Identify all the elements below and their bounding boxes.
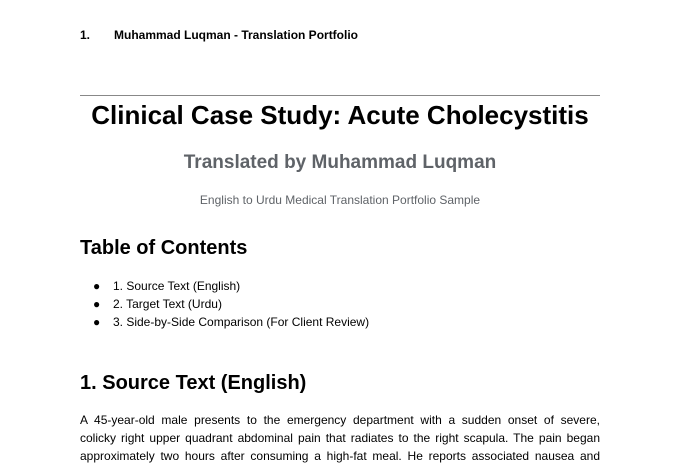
toc-item-label: 2. Target Text (Urdu) xyxy=(113,297,222,311)
toc-item-label: 3. Side-by-Side Comparison (For Client Review) xyxy=(113,315,370,329)
bullet-icon: ● xyxy=(93,297,101,311)
page-header xyxy=(80,28,358,42)
toc-item-label: 1. Source Text (English) xyxy=(113,279,241,293)
header-number: 1. xyxy=(80,28,91,42)
paragraph-line: colicky right upper quadrant abdominal pain that radiates to the right scapula. The pain began xyxy=(80,431,600,445)
paragraph-line: approximately two hours after consuming a high-fat meal. He reports associated nausea and xyxy=(80,449,600,463)
toc-heading: Table of Contents xyxy=(80,237,248,259)
document-tagline: English to Urdu Medical Translation Portfolio Sample xyxy=(199,193,481,207)
header-text: Muhammad Luqman - Translation Portfolio xyxy=(114,28,359,42)
document-title: Clinical Case Study: Acute Cholecystitis xyxy=(91,100,589,130)
bullet-icon: ● xyxy=(93,279,101,293)
paragraph-line: A 45-year-old male presents to the emergency department with a sudden onset of severe, xyxy=(80,413,600,427)
source-text-paragraph xyxy=(80,411,600,465)
title-divider xyxy=(80,95,600,96)
bullet-icon: ● xyxy=(93,315,101,329)
document-subtitle: Translated by Muhammad Luqman xyxy=(183,152,497,173)
section-heading-source-text: 1. Source Text (English) xyxy=(80,372,307,394)
